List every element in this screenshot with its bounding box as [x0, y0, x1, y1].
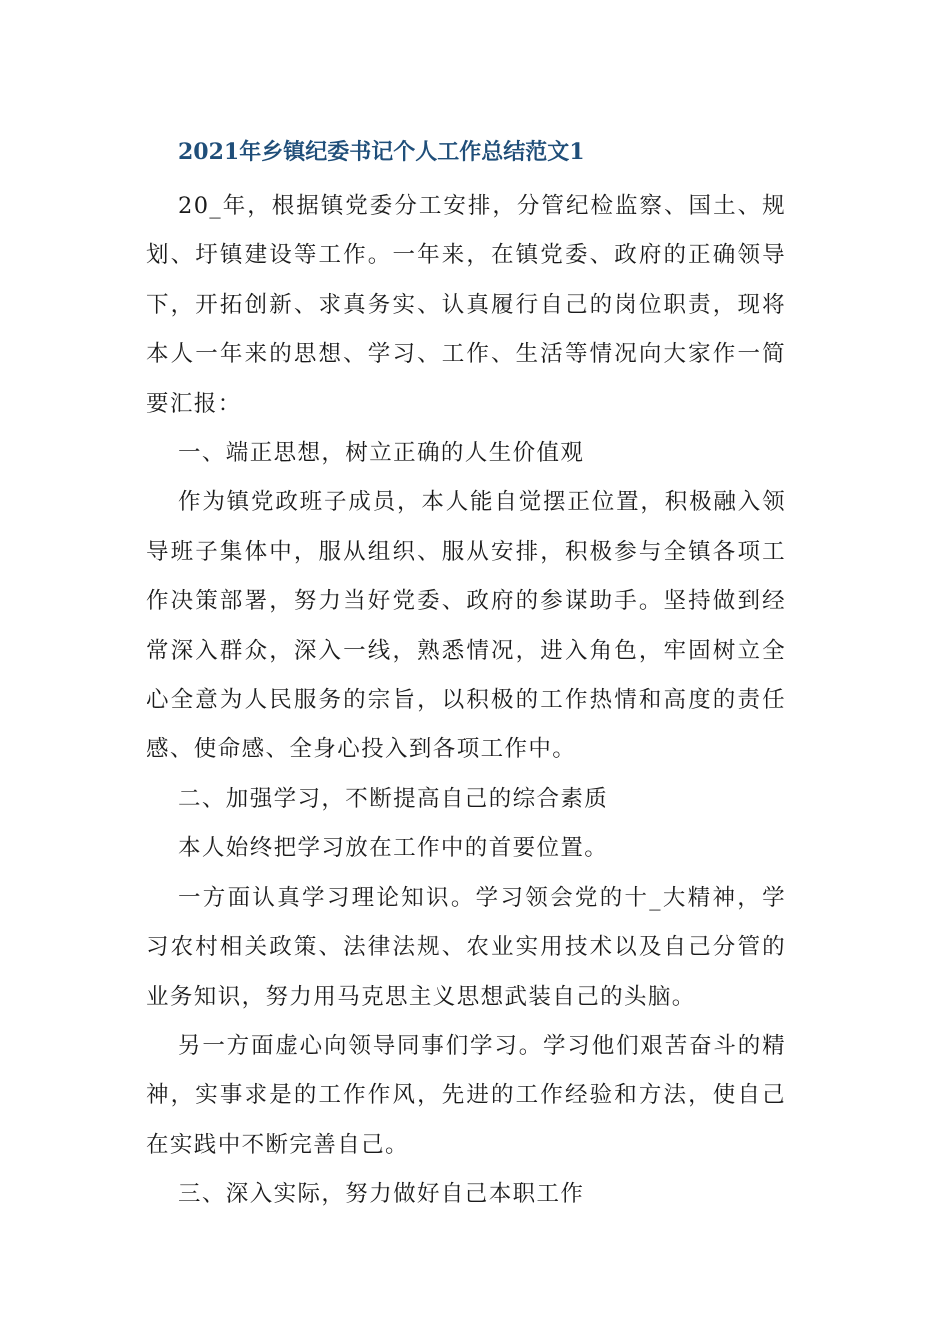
section-heading-1: 一、端正思想，树立正确的人生价值观 — [178, 440, 585, 467]
document-title: 2021年乡镇纪委书记个人工作总结范文1 — [178, 139, 585, 165]
section-heading-3: 三、深入实际，努力做好自己本职工作 — [178, 1181, 585, 1208]
document-body — [146, 182, 786, 1220]
paragraph-section-2-lead: 本人始终把学习放在工作中的首要位置。 — [178, 835, 609, 862]
paragraph-section-1: 作为镇党政班子成员，本人能自觉摆正位置，积极融入领导班子集体中，服从组织、服从安排，积极参与全镇各项工作决策部署，努力当好党委、政府的参谋助手。坚持做到经常深入群众，深入一线，熟悉情况，进入角色，牢固树立全心全意为人民服务的宗旨，以积极的工作热情和高度的责任感、使命感、全身心投入到各项工作中。 — [146, 489, 786, 763]
paragraph-section-2-colleagues: 另一方面虚心向领导同事们学习。学习他们艰苦奋斗的精神，实事求是的工作作风，先进的工作经验和方法，使自己在实践中不断完善自己。 — [146, 1032, 786, 1158]
section-heading-2: 二、加强学习，不断提高自己的综合素质 — [178, 785, 609, 812]
paragraph-section-2-theory: 一方面认真学习理论知识。学习领会党的十_大精神，学习农村相关政策、法律法规、农业实用技术以及自己分管的业务知识，努力用马克思主义思想武装自己的头脑。 — [146, 884, 786, 1010]
paragraph-intro: 20_年，根据镇党委分工安排，分管纪检监察、国土、规划、圩镇建设等工作。一年来，在镇党委、政府的正确领导下，开拓创新、求真务实、认真履行自己的岗位职责，现将本人一年来的思想、学习、工作、生活等情况向大家作一简要汇报： — [146, 193, 786, 417]
